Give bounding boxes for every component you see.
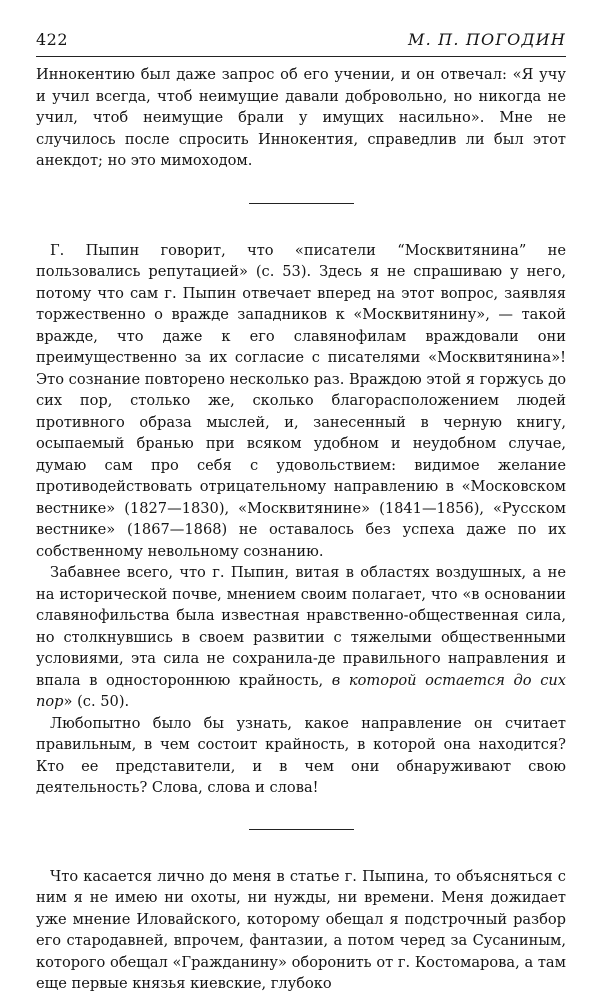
page-header xyxy=(36,30,566,57)
running-title: М. П. ПОГОДИН xyxy=(408,30,566,49)
paragraph-3 xyxy=(36,562,566,713)
page-number: 422 xyxy=(36,30,69,49)
section-divider xyxy=(249,203,354,204)
paragraph-3-tail: » (с. 50). xyxy=(63,693,130,710)
section-divider xyxy=(249,829,354,830)
paragraph-2: Г. Пыпин говорит, что «писатели “Москвитянина” не пользовались репутацией» (с. 53). Здесь я не спрашиваю у него, потому что сам г. Пыпин отвечает вперед на этот вопрос, заявляя торжественно о вражде западников к «Москвитянину», — такой вражде, что даже к его славянофилам враждовали они преимущественно за их согласие с писателями «Москвитянина»! Это сознание повторено несколько раз. Враждою этой я горжусь до сих пор, столько же, сколько благорасположением людей противного образа мыслей, и, занесенный в черную книгу, осыпаемый бранью при всяком удобном и неудобном случае, думаю сам про себя с удовольствием: видимое желание противодействовать отрицательному направлению в «Московском вестнике» (1827—1830), «Москвитянине» (1841—1856), «Русском вестнике» (1867—1868) не оставалось без успеха даже по их собственному невольному сознанию. xyxy=(36,241,566,560)
book-page xyxy=(36,30,566,995)
paragraph-3-italic-quote: в которой остается до сих пор xyxy=(36,671,566,710)
paragraph-4: Любопытно было бы узнать, какое направление он считает правильным, в чем состоит крайность, в которой она находится? Кто ее представители, и в чем они обнаруживают свою деятельность? Слова, слова и слова! xyxy=(36,714,566,796)
paragraph-5: Что касается лично до меня в статье г. Пыпина, то объясняться с ним я не имею ни охоты, ни нужды, ни времени. Меня дожидает уже мнение Иловайского, которому обещал я подстрочный разбор его стародавней, впрочем, фантазии, а потом черед за Сусаниным, которого обещал «Гражданину» оборонить от г. Костомарова, а там еще первые князья киевские, глубоко xyxy=(36,867,566,992)
paragraph-3-text: Забавнее всего, что г. Пыпин, витая в областях воздушных, а не на исторической почве, мнением своим полагает, что «в основании славянофильства была известная нравственно-общественная сила, но столкнувшись в своем развитии с тяжелыми общественными условиями, эта сила не сохранила-де правильного направления и впала в одностороннюю крайность, xyxy=(36,564,566,689)
paragraph-1: Иннокентию был даже запрос об его учении, и он отвечал: «Я учу и учил всегда, чтоб неимущие давали добровольно, но никогда не учил, чтоб неимущие брали у имущих насильно». Мне не случилось после спросить Иннокентия, справедлив ли был этот анекдот; но это мимоходом. xyxy=(36,66,566,169)
